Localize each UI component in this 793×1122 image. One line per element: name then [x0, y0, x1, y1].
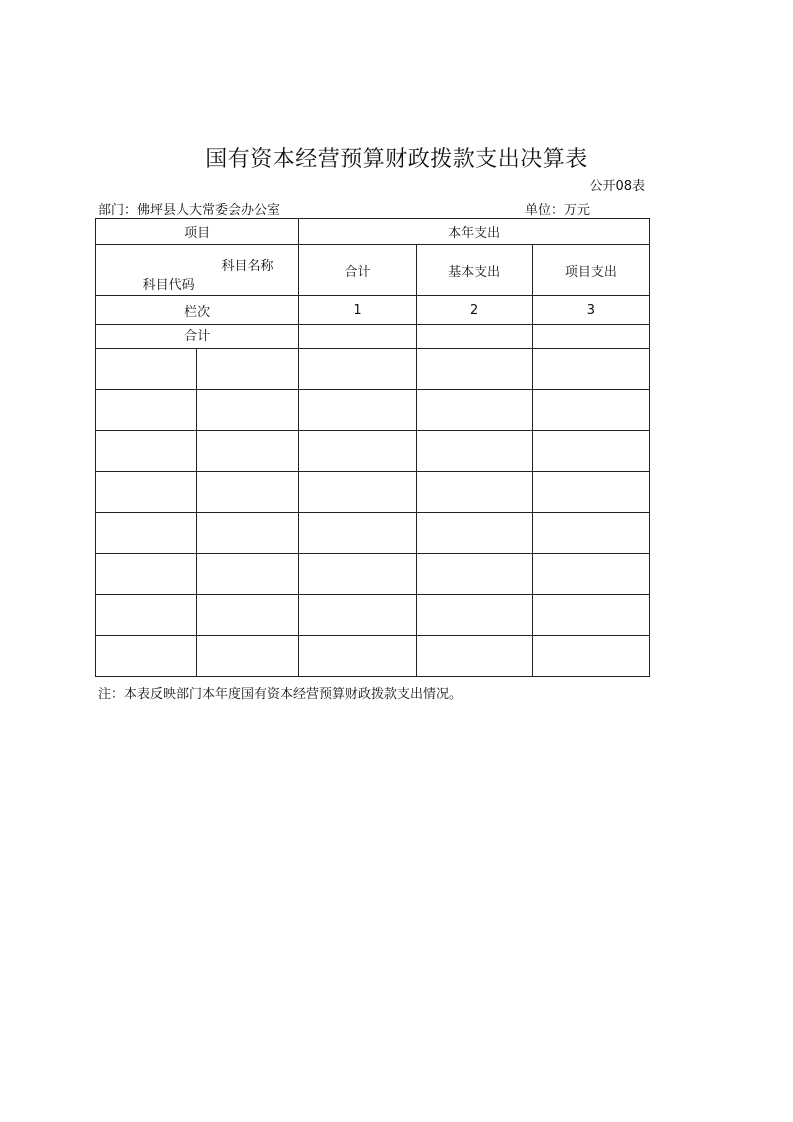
- table-cell-code: [96, 595, 197, 636]
- table-cell-code: [96, 431, 197, 472]
- table-cell-total: [299, 513, 416, 554]
- table-cell-project: [532, 431, 649, 472]
- column-number-3: 3: [532, 296, 649, 325]
- total-row-project: [532, 325, 649, 349]
- table-cell-total: [299, 595, 416, 636]
- header-row-1: [96, 219, 650, 245]
- column-number-2: 2: [416, 296, 532, 325]
- table-cell-total: [299, 349, 416, 390]
- total-row-basic: [416, 325, 532, 349]
- header-total: 合计: [299, 245, 416, 296]
- table-row: [96, 349, 650, 390]
- table-cell-project: [532, 554, 649, 595]
- table-cell-name: [197, 513, 299, 554]
- column-number-1: 1: [299, 296, 416, 325]
- table-cell-name: [197, 390, 299, 431]
- table-cell-total: [299, 636, 416, 677]
- table-cell-name: [197, 472, 299, 513]
- form-number: 公开08表: [589, 179, 645, 194]
- table-row: [96, 554, 650, 595]
- total-row-total: [299, 325, 416, 349]
- table-row: [96, 595, 650, 636]
- header-project-expense: 项目支出: [532, 245, 649, 296]
- table-cell-basic: [416, 636, 532, 677]
- table-row: [96, 431, 650, 472]
- header-row-2: [96, 245, 650, 296]
- table-cell-name: [197, 595, 299, 636]
- table-cell-basic: [416, 472, 532, 513]
- table-cell-code: [96, 349, 197, 390]
- table-cell-project: [532, 595, 649, 636]
- table-cell-code: [96, 390, 197, 431]
- table-cell-total: [299, 390, 416, 431]
- table-row: [96, 513, 650, 554]
- table-cell-basic: [416, 554, 532, 595]
- table-cell-project: [532, 636, 649, 677]
- table-row: [96, 472, 650, 513]
- table-cell-basic: [416, 595, 532, 636]
- header-subject-code: 科目代码: [96, 245, 197, 296]
- unit-label: 单位：万元: [525, 203, 591, 218]
- table-cell-project: [532, 472, 649, 513]
- table-row: [96, 636, 650, 677]
- table-cell-code: [96, 472, 197, 513]
- total-row: [96, 325, 650, 349]
- budget-table: [95, 218, 650, 677]
- table-cell-name: [197, 636, 299, 677]
- table-cell-name: [197, 554, 299, 595]
- department-label: 部门：佛坪县人大常委会办公室: [98, 203, 281, 218]
- table-cell-name: [197, 431, 299, 472]
- table-cell-code: [96, 513, 197, 554]
- table-cell-code: [96, 554, 197, 595]
- header-item: 项目: [96, 219, 299, 245]
- table-cell-basic: [416, 431, 532, 472]
- total-row-label: 合计: [96, 325, 299, 349]
- header-subject-name: 科目名称: [197, 245, 299, 296]
- table-cell-basic: [416, 513, 532, 554]
- table-cell-total: [299, 472, 416, 513]
- table-cell-basic: [416, 390, 532, 431]
- column-number-row: [96, 296, 650, 325]
- table-cell-basic: [416, 349, 532, 390]
- header-current-year: 本年支出: [299, 219, 650, 245]
- header-basic-expense: 基本支出: [416, 245, 532, 296]
- table-row: [96, 390, 650, 431]
- footnote: 注：本表反映部门本年度国有资本经营预算财政拨款支出情况。: [98, 687, 463, 702]
- table-cell-project: [532, 349, 649, 390]
- table-cell-total: [299, 554, 416, 595]
- table-cell-project: [532, 513, 649, 554]
- table-cell-name: [197, 349, 299, 390]
- table-cell-project: [532, 390, 649, 431]
- page-title: 国有资本经营预算财政拨款支出决算表: [205, 147, 588, 172]
- table-cell-code: [96, 636, 197, 677]
- column-number-label: 栏次: [96, 296, 299, 325]
- table-cell-total: [299, 431, 416, 472]
